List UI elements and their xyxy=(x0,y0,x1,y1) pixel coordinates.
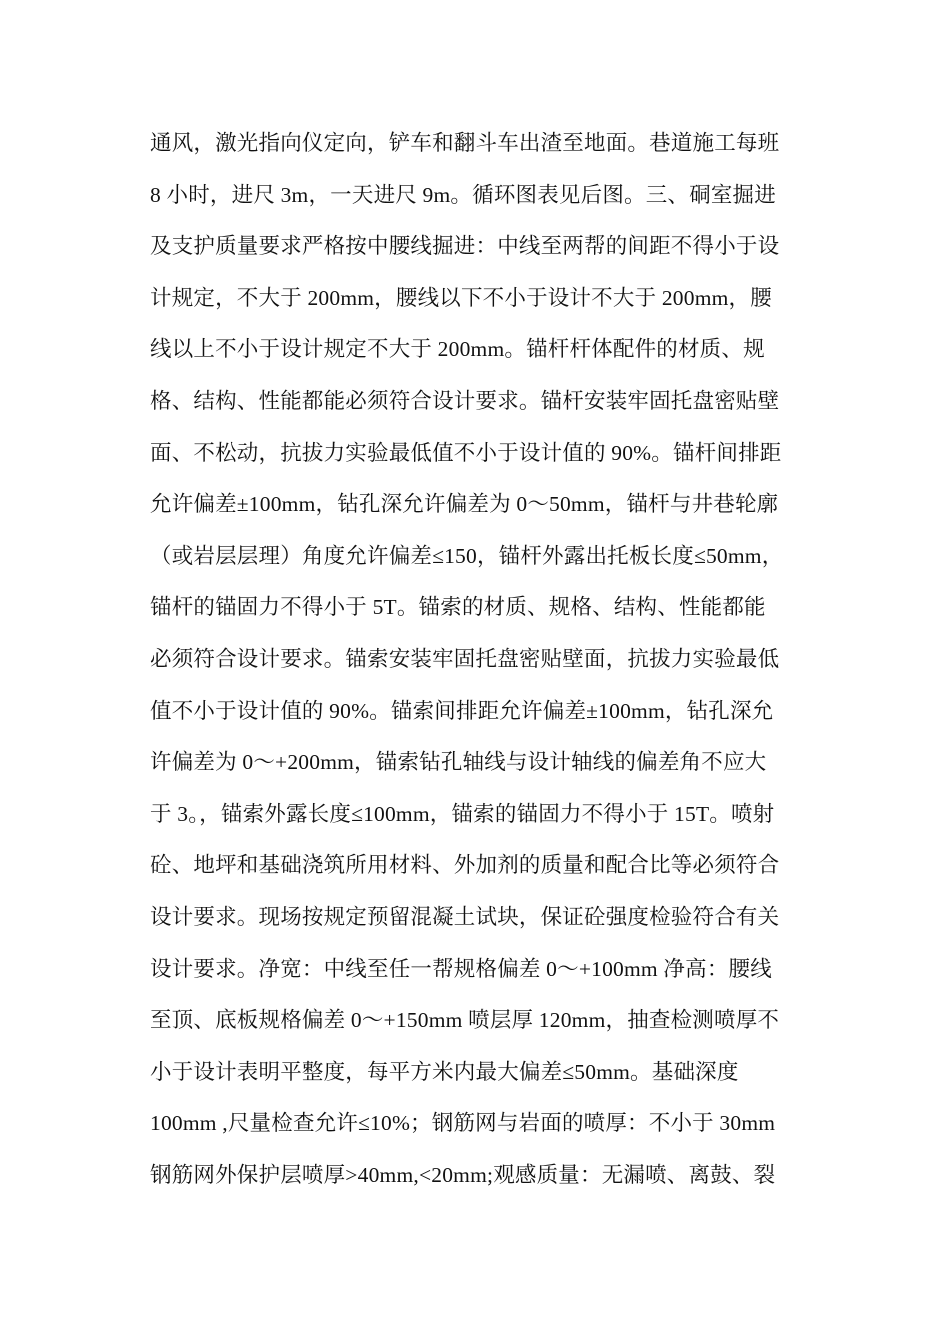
text-line-18: 至顶、底板规格偏差 0～+150mm 喷层厚 120mm，抽查检测喷厚不 xyxy=(150,1008,780,1033)
text-line-20: 100mm ,尺量检查允许≤10%；钢筋网与岩面的喷厚：不小于 30mm xyxy=(150,1111,776,1136)
text-line-15: 砼、地坪和基础浇筑所用材料、外加剂的质量和配合比等必须符合 xyxy=(150,853,780,878)
text-line-6: 格、结构、性能都能必须符合设计要求。锚杆安装牢固托盘密贴壁 xyxy=(150,388,780,413)
text-line-19: 小于设计表明平整度，每平方米内最大偏差≤50mm。基础深度 xyxy=(150,1059,739,1084)
text-line-9: （或岩层层理）角度允许偏差≤150，锚杆外露出托板长度≤50mm， xyxy=(150,543,784,568)
text-line-1: 通风，激光指向仪定向，铲车和翻斗车出渣至地面。巷道施工每班 xyxy=(150,131,780,155)
body-text xyxy=(150,118,810,1201)
text-line-14: 于 3。，锚索外露长度≤100mm，锚索的锚固力不得小于 15T。喷射 xyxy=(150,801,775,826)
text-line-8: 允许偏差±100mm，钻孔深允许偏差为 0～50mm，锚杆与井巷轮廓 xyxy=(150,492,779,517)
text-line-13: 许偏差为 0～+200mm，锚索钻孔轴线与设计轴线的偏差角不应大 xyxy=(150,750,767,775)
text-line-4: 计规定，不大于 200mm，腰线以下不小于设计不大于 200mm，腰 xyxy=(150,285,772,310)
text-line-17: 设计要求。净宽：中线至任一帮规格偏差 0～+100mm 净高：腰线 xyxy=(150,956,772,981)
text-line-21: 钢筋网外保护层喷厚>40mm,<20mm;观感质量：无漏喷、离鼓、裂 xyxy=(150,1162,776,1187)
text-line-3: 及支护质量要求严格按中腰线掘进：中线至两帮的间距不得小于设 xyxy=(150,234,780,259)
text-line-2: 8 小时，进尺 3m，一天进尺 9m。循环图表见后图。三、硐室掘进 xyxy=(150,182,776,207)
text-line-16: 设计要求。现场按规定预留混凝土试块，保证砼强度检验符合有关 xyxy=(150,904,780,929)
text-line-7: 面、不松动，抗拔力实验最低值不小于设计值的 90%。锚杆间排距 xyxy=(150,440,782,465)
text-line-5: 线以上不小于设计规定不大于 200mm。锚杆杆体配件的材质、规 xyxy=(150,337,765,362)
text-line-12: 值不小于设计值的 90%。锚索间排距允许偏差±100mm，钻孔深允 xyxy=(150,698,774,723)
text-line-11: 必须符合设计要求。锚索安装牢固托盘密贴壁面，抗拔力实验最低 xyxy=(150,646,780,671)
text-line-10: 锚杆的锚固力不得小于 5T。锚索的材质、规格、结构、性能都能 xyxy=(150,595,766,620)
